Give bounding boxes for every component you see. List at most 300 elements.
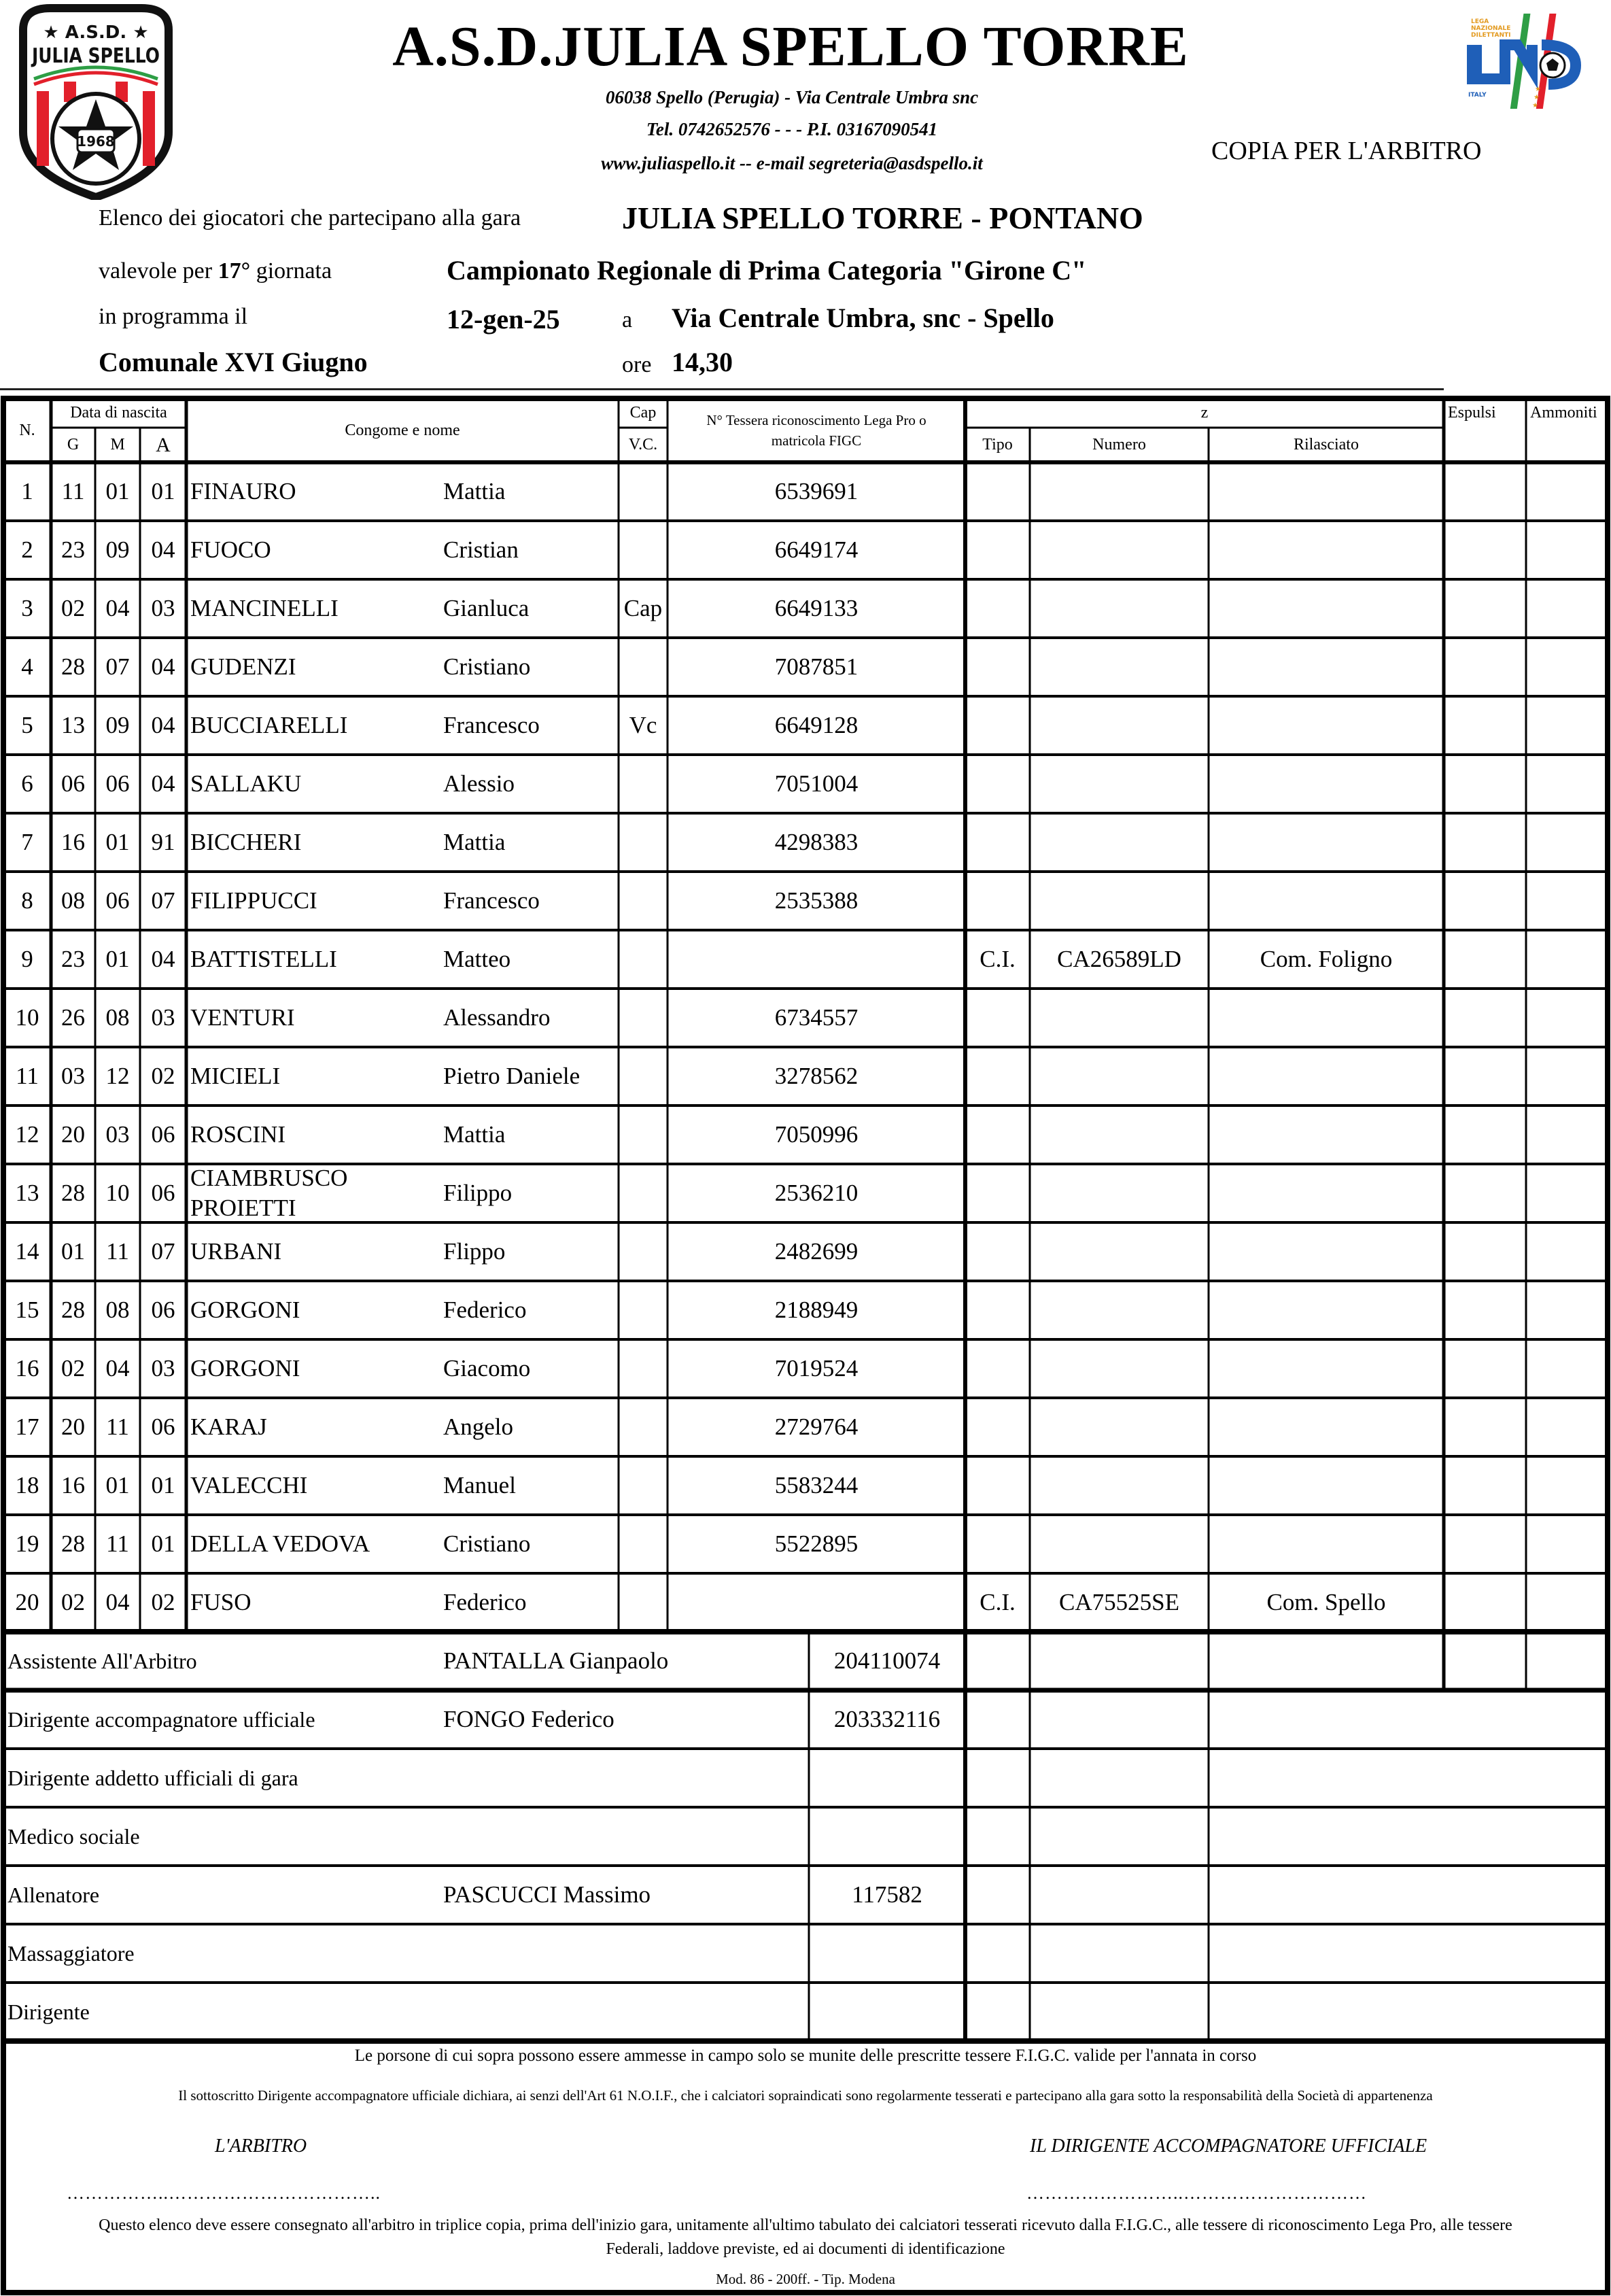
svg-text:★: ★ (1534, 94, 1540, 101)
svg-text:★ A.S.D. ★: ★ A.S.D. ★ (43, 22, 149, 43)
captain-role (619, 930, 668, 989)
player-first-name: Federico (443, 1589, 527, 1615)
birth-month: 04 (105, 1589, 130, 1615)
doc-issuer (1209, 1339, 1444, 1398)
birth-month: 09 (105, 712, 130, 738)
birth-year: 04 (151, 712, 175, 738)
col-header-card-number: N° Tessera riconoscimento Lega Pro o matricola FIGC (706, 412, 926, 449)
card-number: 6649174 (774, 536, 859, 563)
booked-cell[interactable] (1526, 1047, 1608, 1106)
birth-month: 06 (105, 770, 130, 797)
player-number: 14 (15, 1238, 39, 1265)
doc-issuer (1209, 638, 1444, 696)
staff-role: Dirigente (7, 1999, 90, 2024)
player-first-name: Alessandro (443, 1004, 551, 1031)
doc-type (965, 1106, 1030, 1164)
expelled-cell[interactable] (1444, 1339, 1526, 1398)
svg-text:1968: 1968 (77, 133, 115, 150)
doc-issuer (1209, 1222, 1444, 1281)
birth-year: 02 (151, 1589, 175, 1615)
birth-month: 01 (105, 829, 130, 855)
doc-number (1030, 1398, 1209, 1456)
staff-card-number (809, 1924, 965, 1983)
birth-day: 16 (61, 829, 85, 855)
doc-type (965, 1339, 1030, 1398)
birth-month: 08 (105, 1004, 130, 1031)
expelled-cell[interactable] (1444, 462, 1526, 521)
doc-number (1030, 1222, 1209, 1281)
expelled-cell[interactable] (1444, 579, 1526, 638)
svg-text:JULIA SPELLO: JULIA SPELLO (31, 44, 160, 68)
match-title: JULIA SPELLO TORRE - PONTANO (622, 201, 1143, 235)
card-number: 6539691 (774, 478, 859, 504)
card-number: 7087851 (774, 653, 859, 680)
doc-issuer (1209, 579, 1444, 638)
birth-day: 06 (61, 770, 85, 797)
player-number: 17 (15, 1413, 39, 1440)
expelled-cell[interactable] (1444, 1047, 1526, 1106)
birth-month: 04 (105, 595, 130, 621)
birth-year: 06 (151, 1297, 175, 1323)
card-number: 6734557 (774, 1004, 859, 1031)
player-number: 16 (15, 1355, 39, 1382)
player-first-name: Mattia (443, 829, 506, 855)
doc-number (1030, 813, 1209, 872)
player-first-name: Filippo (443, 1180, 513, 1206)
player-surname (186, 1164, 443, 1222)
player-number: 20 (15, 1589, 39, 1615)
player-surname: VENTURI (190, 1004, 295, 1031)
svg-text:NAZIONALE: NAZIONALE (1471, 25, 1511, 32)
player-surname: GORGONI (190, 1297, 300, 1323)
staff-name (439, 1983, 813, 2041)
player-surname: BICCHERI (190, 829, 302, 855)
captain-role (619, 813, 668, 872)
doc-type (965, 1515, 1030, 1573)
captain-role: Cap (623, 595, 663, 621)
birth-month: 10 (105, 1180, 130, 1206)
staff-card-number: 204110074 (833, 1647, 941, 1674)
doc-number (1030, 1339, 1209, 1398)
birth-year: 07 (151, 1238, 175, 1265)
round-number: 17° (218, 258, 251, 284)
captain-role (619, 1339, 668, 1398)
expelled-cell[interactable] (1444, 521, 1526, 579)
card-number: 2482699 (774, 1238, 859, 1265)
list-label: Elenco dei giocatori che partecipano alla gara (99, 205, 521, 230)
birth-month: 09 (105, 536, 130, 563)
captain-role: Vc (629, 712, 657, 738)
player-first-name: Francesco (443, 712, 540, 738)
booked-cell[interactable] (1526, 1281, 1608, 1339)
birth-year: 01 (151, 1472, 175, 1498)
booked-cell[interactable] (1526, 755, 1608, 813)
booked-cell[interactable] (1526, 1222, 1608, 1281)
staff-role: Dirigente addetto ufficiali di gara (7, 1765, 298, 1790)
expelled-cell[interactable] (1444, 1515, 1526, 1573)
doc-number (1030, 696, 1209, 755)
time-label: ore (622, 352, 652, 377)
match-date: 12-gen-25 (447, 304, 560, 335)
sign-manager-line[interactable]: ……………………..………………………… (1026, 2183, 1367, 2203)
card-number: 6649128 (774, 712, 859, 738)
doc-type (965, 521, 1030, 579)
staff-role: Dirigente accompagnatore ufficiale (7, 1707, 315, 1732)
birth-day: 01 (61, 1238, 85, 1265)
player-number: 19 (15, 1530, 39, 1557)
birth-year: 04 (151, 653, 175, 680)
player-surname: FUSO (190, 1589, 252, 1615)
player-number: 12 (15, 1121, 39, 1148)
notice-declaration: Il sottoscritto Dirigente accompagnatore ufficiale dichiara, ai senzi dell'Art 61 N.O.I.F., che i calciatori sopraindicati sono regolarmente tesserati e partecipano alla gara sotto la responsabilità della Società di appartenenza (178, 2087, 1433, 2104)
staff-name: PASCUCCI Massimo (443, 1881, 651, 1908)
captain-role (619, 462, 668, 521)
birth-day: 28 (61, 1530, 85, 1557)
player-first-name: Gianluca (443, 595, 530, 621)
doc-type (965, 1047, 1030, 1106)
stadium: Comunale XVI Giugno (99, 347, 368, 377)
player-first-name: Mattia (443, 1121, 506, 1148)
doc-type (965, 989, 1030, 1047)
card-number: 2535388 (774, 887, 859, 914)
expelled-cell[interactable] (1444, 1164, 1526, 1222)
doc-number (1030, 638, 1209, 696)
doc-issuer (1209, 813, 1444, 872)
doc-type (965, 1398, 1030, 1456)
player-first-name: Manuel (443, 1472, 516, 1498)
doc-issuer (1209, 1515, 1444, 1573)
doc-number: CA75525SE (1059, 1589, 1179, 1615)
birth-day: 20 (61, 1413, 85, 1440)
card-number (668, 930, 965, 989)
staff-card-number (809, 1749, 965, 1807)
captain-role (619, 989, 668, 1047)
doc-issuer: Com. Foligno (1260, 946, 1393, 972)
booked-cell[interactable] (1526, 1164, 1608, 1222)
doc-issuer (1209, 989, 1444, 1047)
expelled-cell[interactable] (1444, 1573, 1526, 1632)
doc-number (1030, 521, 1209, 579)
booked-cell[interactable] (1526, 1515, 1608, 1573)
booked-cell[interactable] (1526, 872, 1608, 930)
header-divider (0, 388, 1444, 390)
card-number: 7050996 (774, 1121, 859, 1148)
expelled-cell[interactable] (1444, 1456, 1526, 1515)
doc-issuer: Com. Spello (1266, 1589, 1386, 1615)
player-number: 2 (21, 536, 33, 563)
player-number: 6 (21, 770, 33, 797)
birth-day: 16 (61, 1472, 85, 1498)
doc-type (965, 638, 1030, 696)
birth-day: 08 (61, 887, 85, 914)
club-address: 06038 Spello (Perugia) - Via Centrale Umbra snc (605, 87, 979, 107)
doc-issuer (1209, 1456, 1444, 1515)
col-header-number: N. (19, 421, 35, 439)
scheduled-label: in programma il (99, 304, 248, 329)
doc-number (1030, 462, 1209, 521)
booked-cell[interactable] (1526, 1456, 1608, 1515)
doc-number (1030, 1164, 1209, 1222)
doc-type (965, 813, 1030, 872)
birth-month: 08 (105, 1297, 130, 1323)
doc-type: C.I. (980, 946, 1016, 972)
doc-issuer (1209, 462, 1444, 521)
birth-year: 03 (151, 1004, 175, 1031)
birth-day: 28 (61, 1297, 85, 1323)
player-surname-part: CIAMBRUSCO (190, 1165, 348, 1191)
doc-type (965, 1164, 1030, 1222)
birth-day: 02 (61, 595, 85, 621)
birth-year: 04 (151, 770, 175, 797)
captain-role (619, 1164, 668, 1222)
birth-day: 02 (61, 1589, 85, 1615)
player-first-name: Cristiano (443, 653, 531, 680)
col-header-birth-date: Data di nascita (70, 404, 167, 422)
doc-issuer (1209, 1047, 1444, 1106)
booked-cell[interactable] (1526, 579, 1608, 638)
booked-cell[interactable] (1526, 638, 1608, 696)
card-number: 5583244 (774, 1472, 859, 1498)
birth-month: 11 (106, 1238, 129, 1265)
birth-year: 02 (151, 1063, 175, 1089)
col-header-doc-number: Numero (1092, 436, 1146, 453)
booked-cell[interactable] (1526, 813, 1608, 872)
doc-type (965, 1456, 1030, 1515)
card-number: 7019524 (774, 1355, 859, 1382)
birth-month: 06 (105, 887, 130, 914)
staff-role: Allenatore (7, 1882, 100, 1907)
expelled-cell[interactable] (1444, 1222, 1526, 1281)
booked-cell[interactable] (1526, 521, 1608, 579)
expelled-cell[interactable] (1444, 872, 1526, 930)
birth-month: 07 (105, 653, 130, 680)
card-number: 7051004 (774, 770, 859, 797)
svg-text:★: ★ (1532, 102, 1538, 109)
player-surname: DELLA VEDOVA (190, 1530, 370, 1557)
birth-year: 91 (151, 829, 175, 855)
birth-month: 01 (105, 478, 130, 504)
competition: Campionato Regionale di Prima Categoria "Girone C" (447, 255, 1087, 286)
birth-day: 13 (61, 712, 85, 738)
expelled-cell[interactable] (1444, 638, 1526, 696)
captain-role (619, 1106, 668, 1164)
staff-name: FONGO Federico (443, 1706, 614, 1732)
player-number: 15 (15, 1297, 39, 1323)
instructions-line-1: Questo elenco deve essere consegnato all'arbitro in triplice copia, prima dell'inizio gara, unitamente all'ultimo tabulato dei calciatori tesserati ricevuto dalla F.I.G.C., alle tessere di riconoscimento Lega Pro, alle tessere (99, 2216, 1512, 2234)
staff-card-number (809, 1807, 965, 1866)
birth-day: 11 (61, 478, 85, 504)
card-number: 3278562 (774, 1063, 859, 1089)
col-header-vice-captain: V.C. (628, 436, 658, 453)
doc-number (1030, 1515, 1209, 1573)
birth-year: 07 (151, 887, 175, 914)
player-first-name: Alessio (443, 770, 515, 797)
expelled-cell[interactable] (1444, 1106, 1526, 1164)
captain-role (619, 521, 668, 579)
birth-year: 01 (151, 478, 175, 504)
booked-cell[interactable] (1526, 1398, 1608, 1456)
captain-role (619, 1398, 668, 1456)
booked-cell[interactable] (1526, 1339, 1608, 1398)
player-number: 13 (15, 1180, 39, 1206)
captain-role (619, 755, 668, 813)
col-header-captain: Cap (629, 404, 657, 422)
expelled-cell[interactable] (1444, 696, 1526, 755)
player-first-name: Francesco (443, 887, 540, 914)
card-number: 4298383 (774, 829, 859, 855)
captain-role (619, 872, 668, 930)
doc-type (965, 579, 1030, 638)
booked-cell[interactable] (1526, 1106, 1608, 1164)
birth-day: 20 (61, 1121, 85, 1148)
doc-issuer (1209, 1164, 1444, 1222)
player-number: 8 (21, 887, 33, 914)
player-number: 3 (21, 595, 33, 621)
col-header-name: Congome e nome (345, 421, 460, 439)
player-surname: FILIPPUCCI (190, 887, 317, 914)
sign-referee-line[interactable]: ……………..…………………………….. (67, 2183, 381, 2203)
player-surname: URBANI (190, 1238, 282, 1265)
player-first-name: Matteo (443, 946, 511, 972)
venue-address: Via Centrale Umbra, snc - Spello (672, 303, 1054, 333)
col-header-doc-group: z (1200, 404, 1209, 422)
doc-number (1030, 1281, 1209, 1339)
col-header-booked: Ammoniti (1530, 404, 1597, 422)
col-header-year: A (156, 433, 171, 456)
player-surname: FUOCO (190, 536, 271, 563)
player-surname: ROSCINI (190, 1121, 286, 1148)
player-number: 1 (21, 478, 33, 504)
col-header-expelled: Espulsi (1448, 404, 1496, 422)
svg-text:★: ★ (1535, 86, 1541, 93)
card-number: 2188949 (774, 1297, 859, 1323)
doc-type (965, 1281, 1030, 1339)
player-surname: VALECCHI (190, 1472, 308, 1498)
captain-role (619, 1515, 668, 1573)
sign-referee-label: L'ARBITRO (215, 2136, 307, 2157)
notice-valid-cards: Le porsone di cui sopra possono essere ammesse in campo solo se munite delle prescritte tessere F.I.G.C. valide per l'annata in corso (354, 2046, 1257, 2065)
doc-number (1030, 1047, 1209, 1106)
captain-role (619, 1281, 668, 1339)
staff-role: Assistente All'Arbitro (7, 1648, 197, 1673)
doc-type (965, 462, 1030, 521)
doc-type: C.I. (980, 1589, 1016, 1615)
player-surname: GUDENZI (190, 653, 296, 680)
expelled-cell[interactable] (1444, 930, 1526, 989)
club-name: A.S.D.JULIA SPELLO TORRE (392, 15, 1189, 78)
doc-number (1030, 1106, 1209, 1164)
player-number: 7 (21, 829, 33, 855)
col-header-doc-issuer: Rilasciato (1294, 436, 1359, 453)
doc-issuer (1209, 872, 1444, 930)
player-first-name: Cristiano (443, 1530, 531, 1557)
doc-type (965, 1222, 1030, 1281)
player-surname: GORGONI (190, 1355, 300, 1382)
doc-issuer (1209, 755, 1444, 813)
player-first-name: Pietro Daniele (443, 1063, 581, 1089)
expelled-cell[interactable] (1444, 989, 1526, 1047)
player-first-name: Cristian (443, 536, 519, 563)
card-number (668, 1573, 965, 1632)
birth-day: 28 (61, 653, 85, 680)
doc-type (965, 696, 1030, 755)
birth-year: 06 (151, 1180, 175, 1206)
match-time: 14,30 (672, 347, 733, 377)
club-phone-vat: Tel. 0742652576 - - - P.I. 03167090541 (646, 119, 938, 139)
birth-year: 03 (151, 1355, 175, 1382)
birth-year: 03 (151, 595, 175, 621)
captain-role (619, 1456, 668, 1515)
birth-day: 02 (61, 1355, 85, 1382)
birth-day: 03 (61, 1063, 85, 1089)
player-surname: MICIELI (190, 1063, 281, 1089)
expelled-cell[interactable] (1444, 1398, 1526, 1456)
birth-day: 23 (61, 536, 85, 563)
copy-label: COPIA PER L'ARBITRO (1211, 137, 1482, 165)
player-first-name: Angelo (443, 1413, 514, 1440)
player-surname-part: PROIETTI (190, 1195, 296, 1221)
expelled-cell[interactable] (1444, 755, 1526, 813)
captain-role (619, 1573, 668, 1632)
birth-month: 11 (106, 1530, 129, 1557)
player-first-name: Federico (443, 1297, 527, 1323)
doc-type (965, 872, 1030, 930)
doc-number (1030, 1456, 1209, 1515)
booked-cell[interactable] (1526, 1573, 1608, 1632)
booked-cell[interactable] (1526, 989, 1608, 1047)
birth-month: 03 (105, 1121, 130, 1148)
svg-text:ITALY: ITALY (1468, 92, 1487, 99)
staff-name (439, 1749, 813, 1807)
birth-year: 04 (151, 946, 175, 972)
sign-manager-label: IL DIRIGENTE ACCOMPAGNATORE UFFICIALE (1030, 2136, 1427, 2157)
captain-role (619, 1047, 668, 1106)
staff-name (439, 1807, 813, 1866)
player-surname: KARAJ (190, 1413, 267, 1440)
birth-month: 04 (105, 1355, 130, 1382)
booked-cell[interactable] (1526, 930, 1608, 989)
expelled-cell[interactable] (1444, 1281, 1526, 1339)
staff-role: Massaggiatore (7, 1940, 135, 1966)
expelled-cell[interactable] (1444, 813, 1526, 872)
doc-number (1030, 755, 1209, 813)
doc-number (1030, 872, 1209, 930)
player-surname: FINAURO (190, 478, 296, 504)
player-surname: BATTISTELLI (190, 946, 337, 972)
birth-year: 06 (151, 1413, 175, 1440)
birth-day: 26 (61, 1004, 85, 1031)
doc-issuer (1209, 521, 1444, 579)
col-header-month: M (110, 436, 125, 453)
staff-name: PANTALLA Gianpaolo (443, 1647, 669, 1674)
birth-day: 28 (61, 1180, 85, 1206)
player-first-name: Mattia (443, 478, 506, 504)
form-code: Mod. 86 - 200ff. - Tip. Modena (716, 2271, 895, 2287)
booked-cell[interactable] (1526, 462, 1608, 521)
birth-month: 01 (105, 1472, 130, 1498)
col-header-doc-type: Tipo (982, 436, 1013, 453)
booked-cell[interactable] (1526, 696, 1608, 755)
doc-number: CA26589LD (1057, 946, 1181, 972)
birth-month: 11 (106, 1413, 129, 1440)
birth-day: 23 (61, 946, 85, 972)
card-number: 5522895 (774, 1530, 859, 1557)
svg-text:DILETTANTI: DILETTANTI (1471, 32, 1511, 39)
birth-year: 06 (151, 1121, 175, 1148)
doc-issuer (1209, 1106, 1444, 1164)
player-number: 11 (16, 1063, 39, 1089)
player-surname: BUCCIARELLI (190, 712, 348, 738)
